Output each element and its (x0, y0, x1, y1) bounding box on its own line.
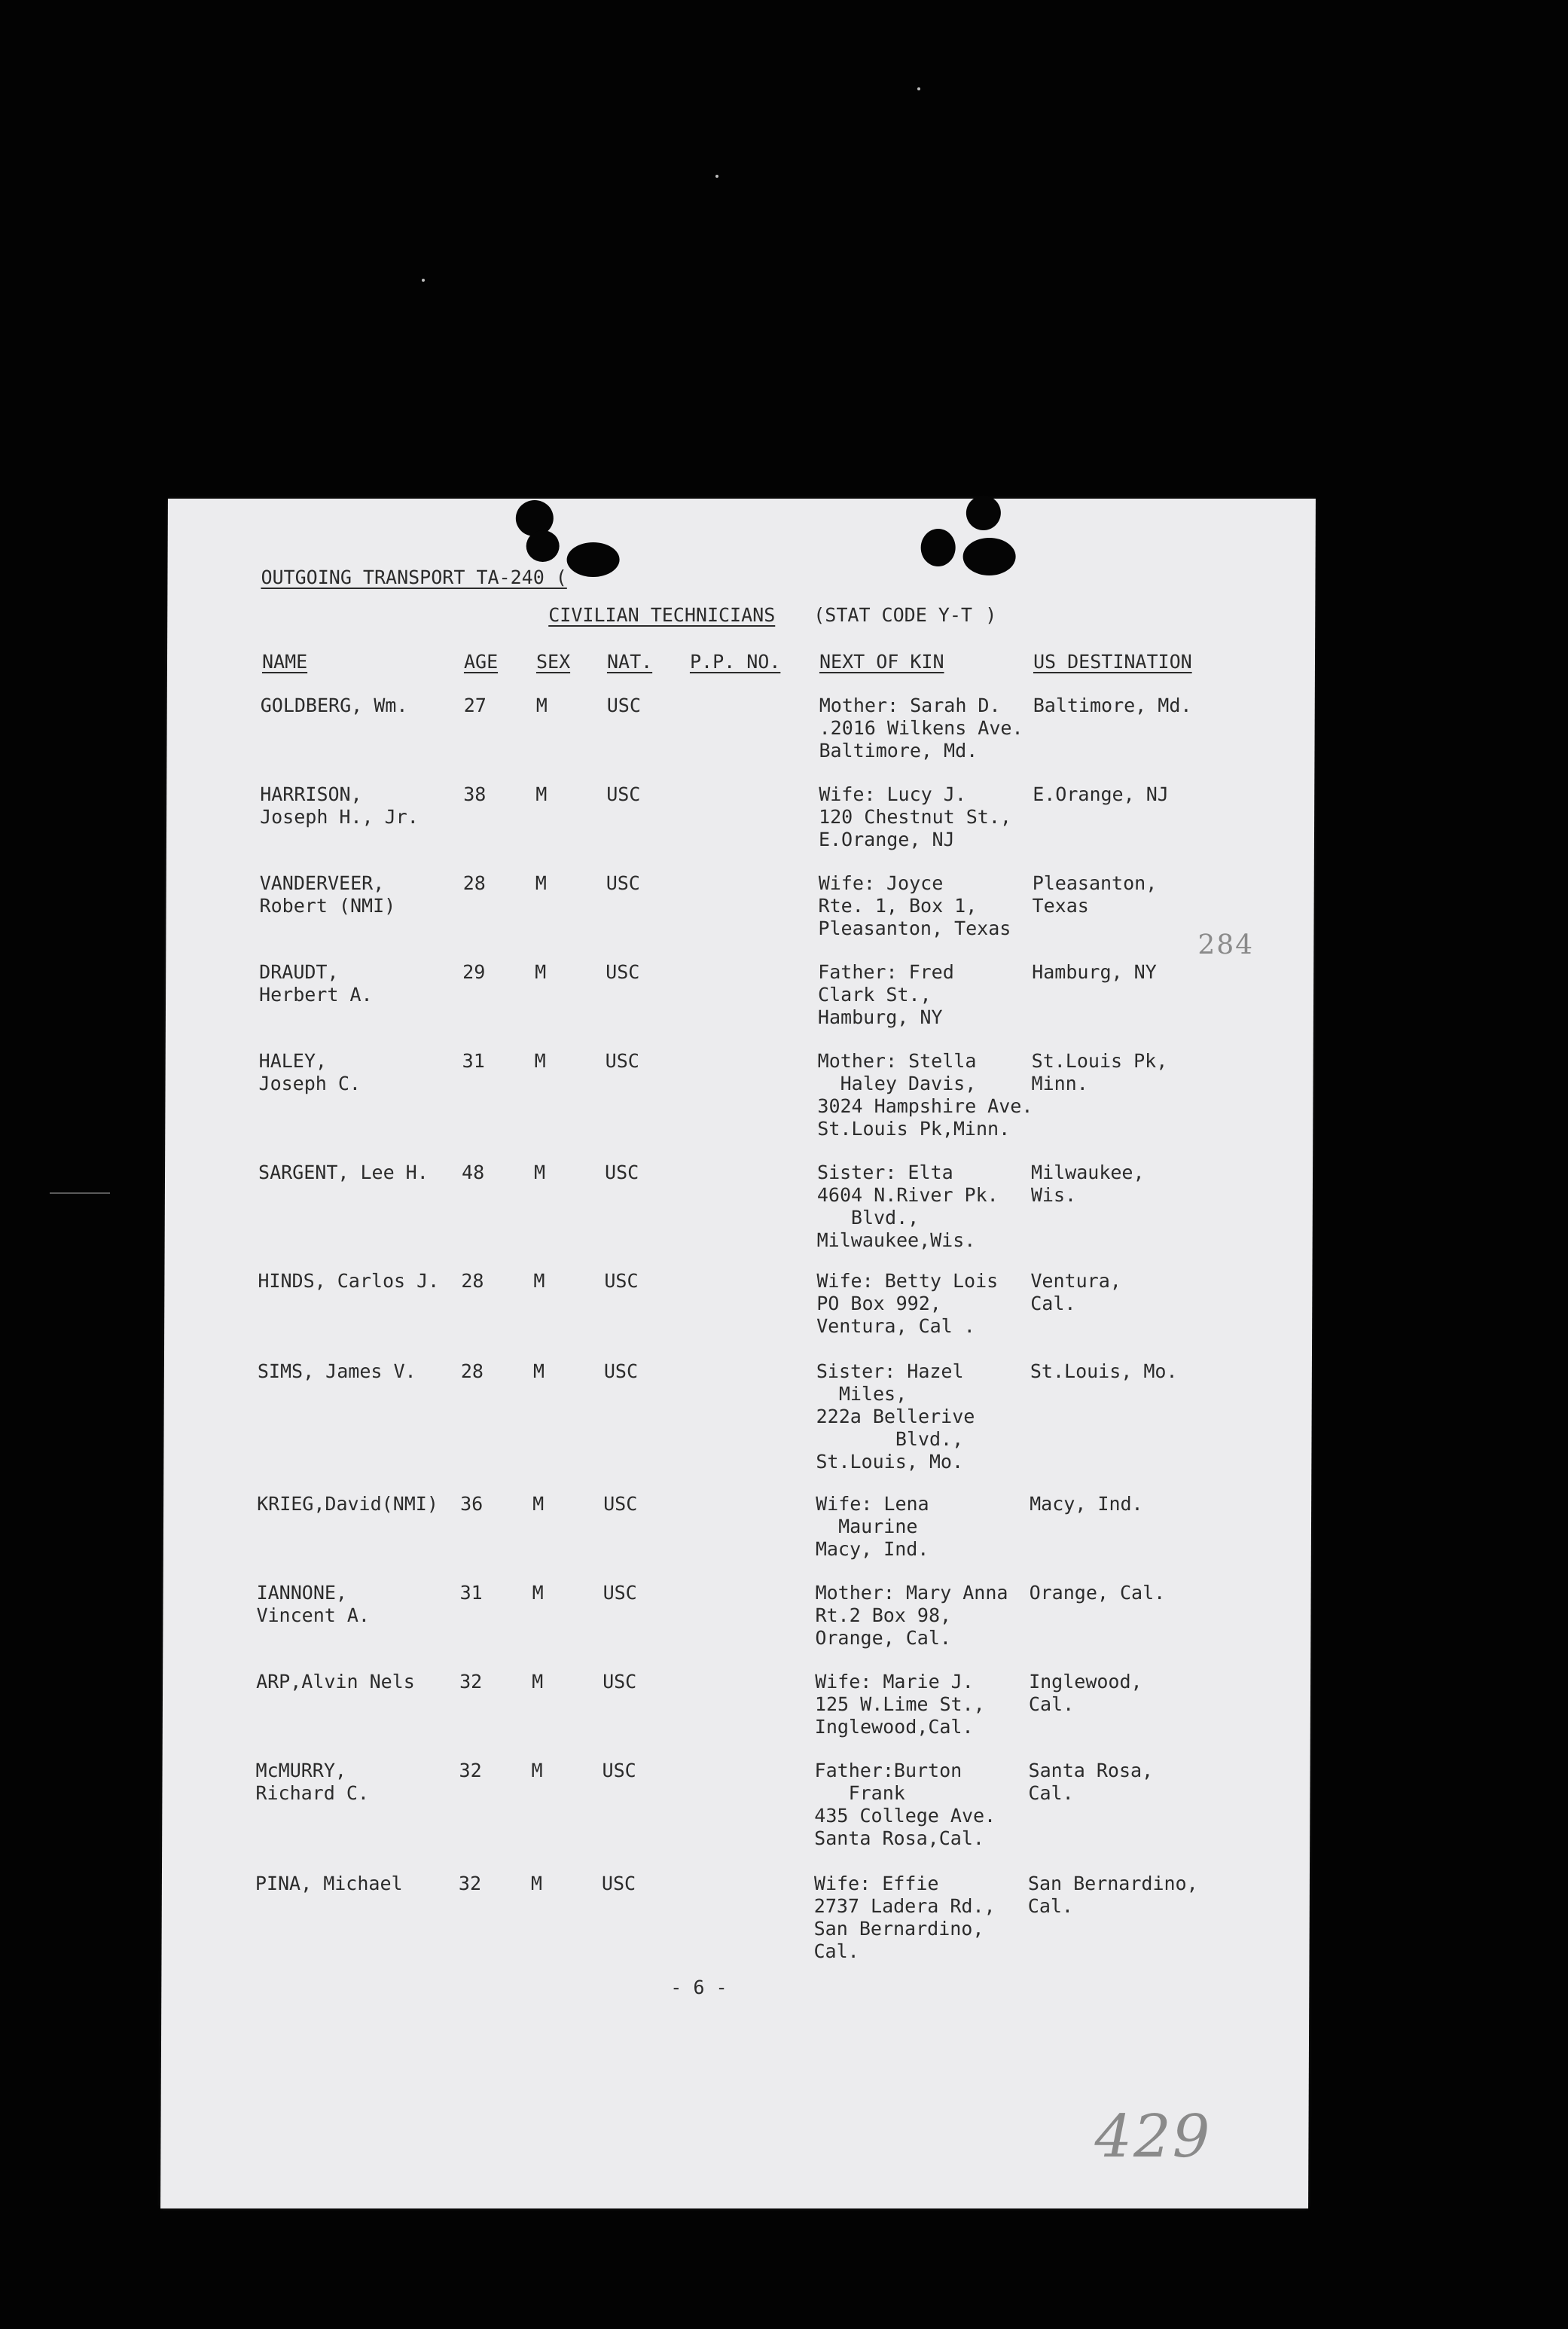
document-title: OUTGOING TRANSPORT TA-240 ( (261, 566, 567, 588)
next-of-kin-line: Frank (814, 1782, 905, 1804)
nationality-cell: USC (606, 694, 641, 716)
next-of-kin-line: Santa Rosa,Cal. (814, 1827, 985, 1849)
name-cell: Robert (NMI) (259, 895, 396, 917)
sex-cell: M (533, 1270, 545, 1292)
age-cell: 27 (463, 694, 487, 716)
next-of-kin-line: Wife: Marie J. (815, 1671, 974, 1693)
name-cell: VANDERVEER, (259, 872, 385, 894)
next-of-kin-line: Maurine (815, 1516, 918, 1537)
next-of-kin-line: Ventura, Cal . (816, 1315, 975, 1337)
name-cell: DRAUDT, (259, 961, 339, 983)
name-cell: HARRISON, (260, 783, 362, 805)
next-of-kin-line: 2737 Ladera Rd., (813, 1895, 996, 1917)
age-cell: 32 (459, 1760, 482, 1781)
name-cell: McMURRY, (255, 1760, 347, 1781)
destination-line: Orange, Cal. (1029, 1582, 1166, 1604)
destination-line: Hamburg, NY (1032, 961, 1157, 983)
nationality-cell: USC (606, 783, 641, 805)
dust-speck (422, 279, 425, 282)
name-cell: GOLDBERG, Wm. (260, 694, 408, 716)
next-of-kin-line: Milwaukee,Wis. (816, 1229, 976, 1251)
next-of-kin-line: Mother: Stella (817, 1050, 977, 1072)
next-of-kin-line: Sister: Elta (816, 1161, 953, 1183)
page-number: - 6 - (670, 1976, 728, 1998)
nationality-cell: USC (602, 1760, 636, 1781)
sex-cell: M (532, 1493, 545, 1515)
sex-cell: M (535, 783, 548, 805)
dust-speck (917, 87, 920, 90)
age-cell: 32 (459, 1671, 483, 1693)
name-cell: IANNONE, (256, 1582, 348, 1604)
destination-line: Cal. (1030, 1293, 1076, 1314)
name-cell: PINA, Michael (255, 1873, 403, 1894)
next-of-kin-line: Haley Davis, (817, 1073, 977, 1094)
next-of-kin-line: Cal. (813, 1940, 859, 1962)
header-age: AGE (463, 651, 499, 673)
name-cell: Joseph H., Jr. (260, 806, 419, 828)
name-cell: ARP,Alvin Nels (256, 1671, 415, 1693)
next-of-kin-line: Wife: Lena (816, 1493, 929, 1515)
header-sex: SEX (535, 651, 571, 673)
age-cell: 36 (460, 1493, 484, 1515)
next-of-kin-line: Father:Burton (814, 1760, 962, 1781)
destination-line: Macy, Ind. (1030, 1493, 1143, 1515)
next-of-kin-line: 3024 Hampshire Ave. (817, 1095, 1033, 1117)
header-name: NAME (261, 651, 308, 673)
nationality-cell: USC (606, 961, 640, 983)
name-cell: KRIEG,David(NMI) (257, 1493, 439, 1515)
name-cell: SIMS, James V. (257, 1360, 416, 1382)
age-cell: 29 (462, 961, 486, 983)
next-of-kin-line: Clark St., (818, 984, 932, 1006)
destination-line: Ventura, (1030, 1270, 1121, 1292)
age-cell: 31 (459, 1582, 483, 1604)
header-nat: NAT. (606, 651, 653, 673)
next-of-kin-line: Miles, (816, 1383, 908, 1405)
punch-hole (526, 530, 560, 562)
age-cell: 31 (462, 1050, 485, 1072)
destination-line: Texas (1032, 895, 1089, 917)
name-cell: Joseph C. (258, 1073, 361, 1094)
nationality-cell: USC (602, 1582, 637, 1604)
destination-line: Wis. (1030, 1184, 1077, 1206)
pencil-folio-number: 429 (1094, 2103, 1212, 2171)
destination-line: Cal. (1028, 1693, 1075, 1715)
next-of-kin-line: San Bernardino, (813, 1918, 984, 1940)
next-of-kin-line: 120 Chestnut St., (819, 806, 1012, 828)
stat-code: (STAT CODE Y-T (813, 604, 973, 626)
ink-blot (566, 542, 619, 577)
header-us-destination: US DESTINATION (1033, 651, 1192, 673)
next-of-kin-line: Blvd., (816, 1207, 920, 1229)
next-of-kin-line: Blvd., (816, 1428, 964, 1450)
punch-hole (921, 529, 956, 566)
name-cell: Vincent A. (256, 1604, 371, 1626)
destination-line: Santa Rosa, (1028, 1760, 1154, 1781)
destination-line: St.Louis, Mo. (1030, 1360, 1178, 1382)
sex-cell: M (532, 1671, 544, 1693)
punch-hole (963, 538, 1016, 575)
next-of-kin-line: Pleasanton, Texas (818, 917, 1011, 939)
next-of-kin-line: PO Box 992, (816, 1293, 941, 1314)
age-cell: 28 (460, 1360, 484, 1382)
dust-speck (715, 175, 718, 178)
document-subtitle: CIVILIAN TECHNICIANS (548, 604, 776, 626)
destination-line: San Bernardino, (1027, 1873, 1198, 1894)
punch-hole (966, 496, 1001, 530)
age-cell: 48 (461, 1161, 485, 1183)
next-of-kin-line: Orange, Cal. (815, 1627, 952, 1649)
next-of-kin-line: Wife: Betty Lois (816, 1270, 999, 1292)
next-of-kin-line: Mother: Mary Anna (815, 1582, 1008, 1604)
sex-cell: M (530, 1873, 543, 1894)
next-of-kin-line: 4604 N.River Pk. (816, 1184, 999, 1206)
nationality-cell: USC (604, 1270, 639, 1292)
age-cell: 28 (461, 1270, 484, 1292)
destination-line: Baltimore, Md. (1033, 694, 1192, 716)
name-cell: Richard C. (255, 1782, 370, 1804)
next-of-kin-line: Inglewood,Cal. (814, 1716, 974, 1738)
next-of-kin-line: 222a Bellerive (816, 1406, 975, 1427)
nationality-cell: USC (602, 1671, 637, 1693)
destination-line: Cal. (1028, 1782, 1074, 1804)
age-cell: 28 (462, 872, 486, 894)
age-cell: 32 (458, 1873, 482, 1894)
nationality-cell: USC (605, 1050, 639, 1072)
sex-cell: M (534, 1050, 546, 1072)
age-cell: 38 (463, 783, 487, 805)
nationality-cell: USC (603, 1493, 638, 1515)
next-of-kin-line: 125 W.Lime St., (814, 1693, 985, 1715)
margin-stamp: 284 (1197, 929, 1255, 960)
next-of-kin-line: Wife: Lucy J. (819, 783, 966, 805)
next-of-kin-line: Father: Fred (818, 961, 954, 983)
name-cell: HINDS, Carlos J. (258, 1270, 440, 1292)
destination-line: St.Louis Pk, (1031, 1050, 1168, 1072)
nationality-cell: USC (601, 1873, 636, 1894)
document-page: OUTGOING TRANSPORT TA-240 ( CIVILIAN TECHNICIANS (STAT CODE Y-T ) NAME AGE SEX NAT. P.P. NO. NEXT OF KIN US DESTINATION 27 M USC GOLDBERG, Wm. Mother: Sarah D. .2016 Wilkens Ave. Baltimore, Md. Baltimore, Md. 38 M USC HARRISON, Joseph H., Jr. Wife: Lucy J. 120 Chestnut St., E.Orange, NJ E.Orange, NJ 28 M USC VANDERVEER, Robert (NMI) Wife: Joyce Rte. 1, Box 1, Pleasanton, Texas Pleasanton, Texas 29 M USC DRAUDT, Herbert A. Father: Fred Clark St., Hamburg, NY Hamburg, NY 31 M USC HALEY, Joseph C. Mother: Stella Haley Davis, 3024 Hampshire Ave. St.Louis Pk,Minn. St.Louis Pk, Minn. 48 M USC SARGENT, Lee H. Sister: Elta 4604 N.River Pk. Blvd., Milwaukee,Wis. Milwaukee, Wis. 28 M USC HINDS, Carlos J. Wife: Betty Lois PO Box 992, Ventura, Cal . Ventura, Cal. 28 M USC SIMS, James V. Sister: Hazel Miles, 222a Bellerive Blvd., St.Louis, Mo. St.Louis, Mo. 36 M USC KRIEG,David(NMI) Wife: Lena Maurine Macy, Ind. Macy, Ind. 31 M USC IANNONE, Vincent A. Mother: Mary Anna Rt.2 Box 98, Orange, Cal. Orange, Cal. 32 M USC ARP,Alvin Nels Wife: Marie J. 125 W.Lime St., Inglewood,Cal. Inglewood, Cal. 32 M USC McMURRY, Richard C. Father:Burton Frank 435 College Ave. Santa Rosa,Cal. Santa Rosa, Cal. 32 M USC PINA, Michael Wife: Effie 2737 Ladera Rd., San Bernardino, Cal. San Bernardino, Cal. - 6 - 284 429 (160, 499, 1316, 2208)
next-of-kin-line: Rte. 1, Box 1, (818, 895, 978, 917)
destination-line: Minn. (1031, 1073, 1088, 1094)
next-of-kin-line: Rt.2 Box 98, (815, 1604, 952, 1626)
background-line (50, 1192, 110, 1194)
next-of-kin-line: St.Louis Pk,Minn. (817, 1118, 1011, 1140)
name-cell: SARGENT, Lee H. (258, 1161, 429, 1183)
nationality-cell: USC (604, 1161, 639, 1183)
next-of-kin-line: Baltimore, Md. (819, 740, 978, 762)
sex-cell: M (532, 1582, 544, 1604)
sex-cell: M (531, 1760, 543, 1781)
nationality-cell: USC (606, 872, 640, 894)
destination-line: E.Orange, NJ (1033, 783, 1169, 805)
header-next-of-kin: NEXT OF KIN (819, 651, 944, 673)
destination-line: Milwaukee, (1030, 1161, 1145, 1183)
next-of-kin-line: .2016 Wilkens Ave. (819, 717, 1023, 739)
next-of-kin-line: Sister: Hazel (816, 1360, 964, 1382)
next-of-kin-line: 435 College Ave. (814, 1805, 996, 1827)
next-of-kin-line: E.Orange, NJ (818, 829, 955, 850)
destination-line: Cal. (1027, 1895, 1074, 1917)
name-cell: Herbert A. (259, 984, 373, 1006)
nationality-cell: USC (603, 1360, 639, 1382)
next-of-kin-line: Mother: Sarah D. (819, 694, 1001, 716)
next-of-kin-line: Hamburg, NY (817, 1006, 943, 1028)
next-of-kin-line: Wife: Effie (813, 1873, 939, 1894)
header-pp-no: P.P. NO. (689, 651, 781, 673)
next-of-kin-line: Macy, Ind. (815, 1538, 929, 1560)
destination-line: Inglewood, (1029, 1671, 1142, 1693)
sex-cell: M (535, 694, 548, 716)
name-cell: HALEY, (258, 1050, 328, 1072)
sex-cell: M (535, 961, 547, 983)
sex-cell: M (535, 872, 547, 894)
next-of-kin-line: Wife: Joyce (818, 872, 944, 894)
sex-cell: M (533, 1161, 546, 1183)
next-of-kin-line: St.Louis, Mo. (816, 1451, 964, 1473)
destination-line: Pleasanton, (1032, 872, 1158, 894)
sex-cell: M (532, 1360, 545, 1382)
